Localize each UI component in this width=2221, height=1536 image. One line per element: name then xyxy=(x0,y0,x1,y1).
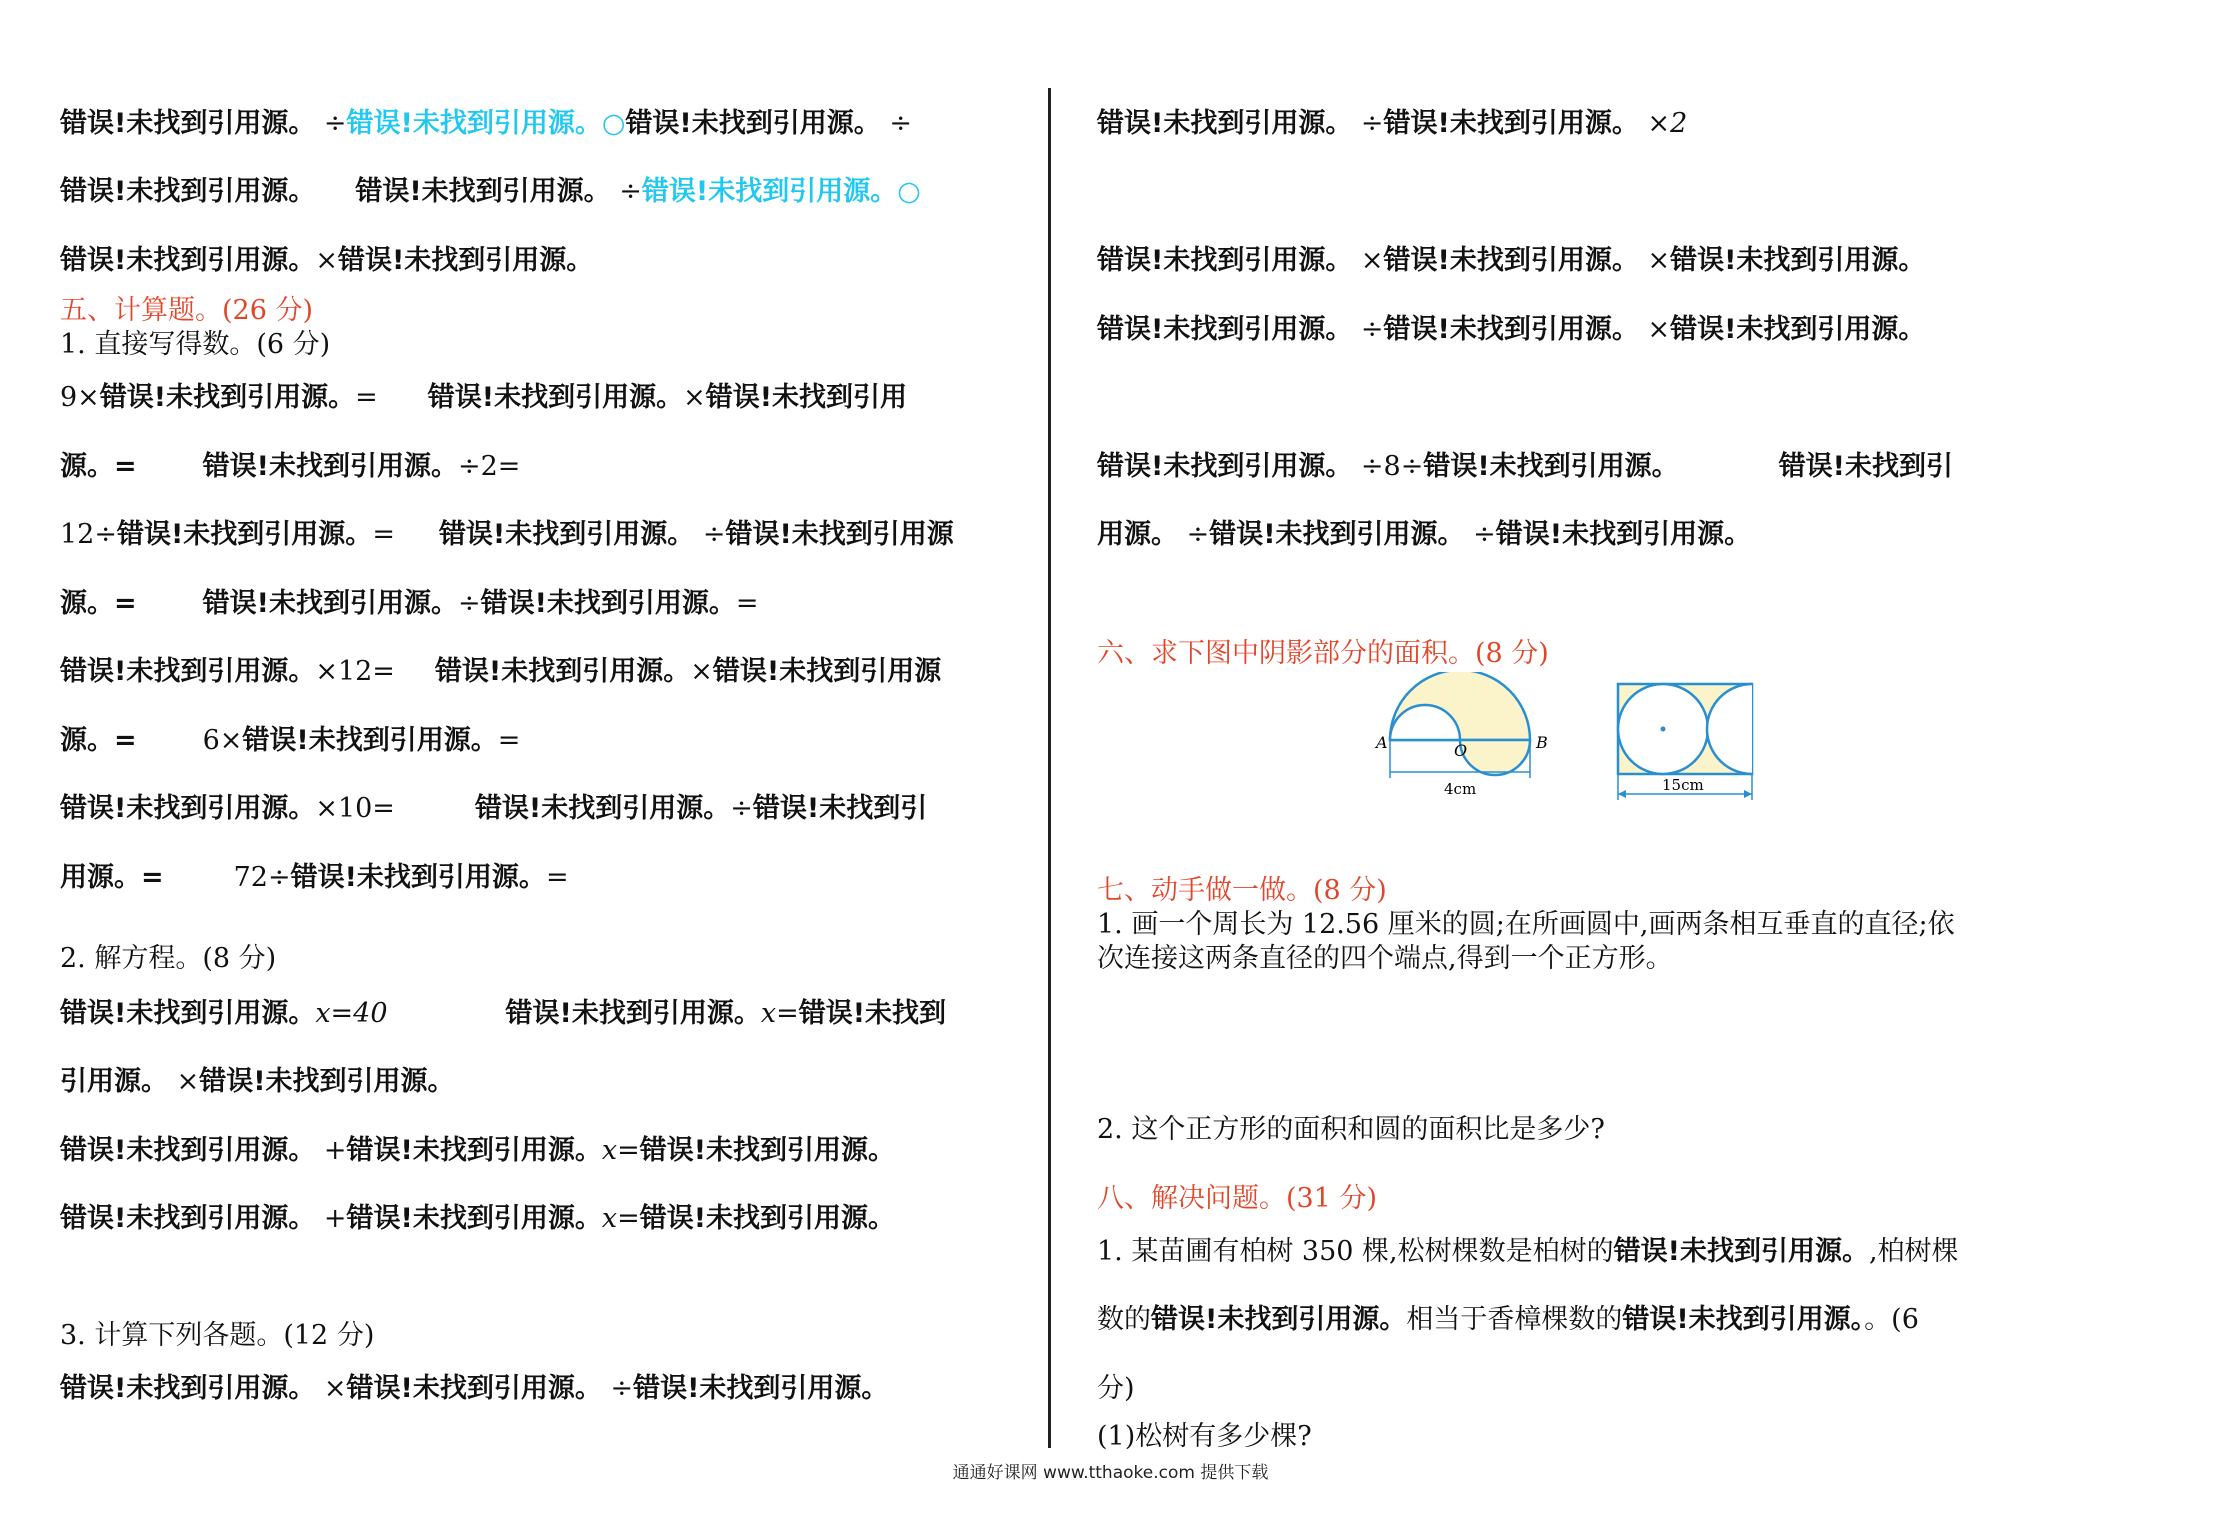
equation-row-1-cont: 引用源。 ×错误!未找到引用源。 xyxy=(60,1066,455,1097)
right-line-1: 错误!未找到引用源。 ÷错误!未找到引用源。 ×2 xyxy=(1097,108,1688,139)
calc-row-4-cont: 用源。= 72÷错误!未找到引用源。= xyxy=(60,862,569,893)
section-5-heading: 五、计算题。(26 分) xyxy=(60,295,314,326)
calc-row-1: 9×错误!未找到引用源。= 错误!未找到引用源。×错误!未找到引用 xyxy=(60,382,908,413)
label-b: B xyxy=(1536,733,1548,752)
calc-row-3: 错误!未找到引用源。×12= 错误!未找到引用源。×错误!未找到引用源 xyxy=(60,656,942,687)
right-line-3: 错误!未找到引用源。 ÷错误!未找到引用源。 ×错误!未找到引用源。 xyxy=(1097,314,1926,345)
section-6-heading: 六、求下图中阴影部分的面积。(8 分) xyxy=(1097,638,1549,669)
equation-row-3: 错误!未找到引用源。 +错误!未找到引用源。x=错误!未找到引用源。 xyxy=(60,1203,896,1234)
right-line-4: 错误!未找到引用源。 ÷8÷错误!未找到引用源。 错误!未找到引 xyxy=(1097,451,1954,482)
equation-row-1: 错误!未找到引用源。x=40 错误!未找到引用源。x=错误!未找到 xyxy=(60,998,947,1029)
problem-1-line-2: 数的错误!未找到引用源。相当于香樟棵数的错误!未找到引用源。。(6 xyxy=(1097,1304,1919,1335)
problem-1-line-1: 1. 某苗圃有柏树 350 棵,松树棵数是柏树的错误!未找到引用源。,柏树棵 xyxy=(1097,1236,1959,1267)
equation-row-2: 错误!未找到引用源。 +错误!未找到引用源。x=错误!未找到引用源。 xyxy=(60,1135,896,1166)
task-7-question-2: 2. 这个正方形的面积和圆的面积比是多少? xyxy=(1097,1114,1605,1145)
left-line-1: 错误!未找到引用源。 ÷错误!未找到引用源。○错误!未找到引用源。 ÷ xyxy=(60,108,912,139)
figure-rectangle-circles xyxy=(1610,676,1760,808)
column-divider xyxy=(1048,88,1051,1448)
calc-row-1-cont: 源。= 错误!未找到引用源。÷2= xyxy=(60,451,521,482)
question-3-title: 3. 计算下列各题。(12 分) xyxy=(60,1320,375,1351)
label-o: O xyxy=(1454,741,1468,760)
task-7-line-1: 1. 画一个周长为 12.56 厘米的圆;在所画圆中,画两条相互垂直的直径;依 xyxy=(1097,909,1955,940)
calc-row-3-cont: 源。= 6×错误!未找到引用源。= xyxy=(60,725,521,756)
calc-row-4: 错误!未找到引用源。×10= 错误!未找到引用源。÷错误!未找到引 xyxy=(60,793,928,824)
problem-1-line-3: 分) xyxy=(1097,1373,1135,1404)
label-a: A xyxy=(1376,733,1388,752)
dim-4cm: 4cm xyxy=(1444,780,1477,798)
calc-row-2-cont: 源。= 错误!未找到引用源。÷错误!未找到引用源。= xyxy=(60,588,759,619)
circle-center xyxy=(1661,727,1666,732)
right-line-2: 错误!未找到引用源。 ×错误!未找到引用源。 ×错误!未找到引用源。 xyxy=(1097,245,1926,276)
small-semicircle-right xyxy=(1460,740,1530,775)
question-2-title: 2. 解方程。(8 分) xyxy=(60,943,277,974)
compute-row-1: 错误!未找到引用源。 ×错误!未找到引用源。 ÷错误!未找到引用源。 xyxy=(60,1373,889,1404)
calc-row-2: 12÷错误!未找到引用源。= 错误!未找到引用源。 ÷错误!未找到引用源 xyxy=(60,519,954,550)
problem-1-sub-1: (1)松树有多少棵? xyxy=(1097,1421,1312,1452)
page-footer: 通通好课网 www.tthaoke.com 提供下载 xyxy=(952,1463,1269,1483)
task-7-line-2: 次连接这两条直径的四个端点,得到一个正方形。 xyxy=(1097,943,1673,974)
section-8-heading: 八、解决问题。(31 分) xyxy=(1097,1183,1378,1214)
right-line-5: 用源。 ÷错误!未找到引用源。 ÷错误!未找到引用源。 xyxy=(1097,519,1752,550)
dim-15cm: 15cm xyxy=(1662,776,1704,794)
figure-semicircles xyxy=(1370,672,1560,804)
section-7-heading: 七、动手做一做。(8 分) xyxy=(1097,875,1387,906)
left-line-3: 错误!未找到引用源。×错误!未找到引用源。 xyxy=(60,245,594,276)
question-1-title: 1. 直接写得数。(6 分) xyxy=(60,329,331,360)
left-line-2: 错误!未找到引用源。 错误!未找到引用源。 ÷错误!未找到引用源。○ xyxy=(60,176,921,207)
